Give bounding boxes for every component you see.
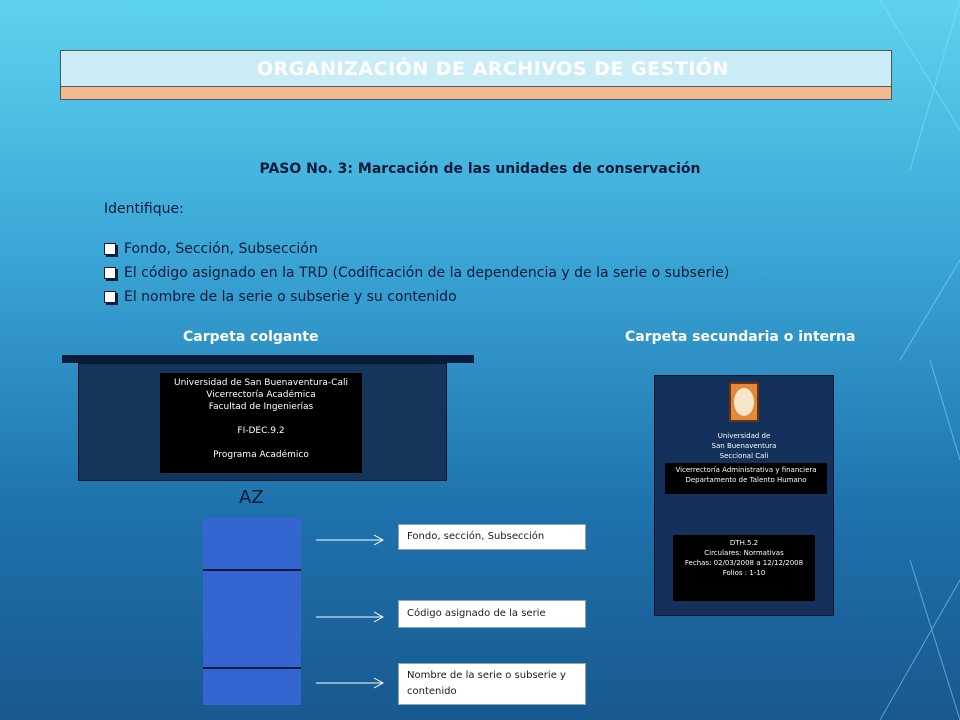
az-binder-spine-middle bbox=[203, 571, 301, 668]
arrow-right-icon bbox=[316, 676, 386, 690]
callout-codigo: Código asignado de la serie bbox=[398, 600, 586, 628]
inner-folder-department: Vicerrectoría Administrativa y financiera Departamento de Talento Humano bbox=[665, 463, 827, 494]
tag-line: Programa Académico bbox=[213, 450, 309, 460]
az-binder-spine-top bbox=[203, 518, 301, 570]
az-binder-spine-bottom bbox=[203, 669, 301, 705]
callout-fondo: Fondo, sección, Subsección bbox=[398, 524, 586, 550]
list-item: El nombre de la serie o subserie y su contenido bbox=[104, 285, 729, 309]
checkbox-bullet-icon bbox=[104, 291, 116, 303]
title-accent-strip bbox=[61, 86, 891, 99]
list-item: El código asignado en la TRD (Codificación de la dependencia y de la serie o subserie) bbox=[104, 261, 729, 285]
callout-nombre: Nombre de la serie o subserie y contenido bbox=[398, 663, 586, 705]
checkbox-bullet-icon bbox=[104, 243, 116, 255]
arrow-right-icon bbox=[316, 610, 386, 624]
hanging-folder-label: Carpeta colgante bbox=[183, 329, 319, 345]
identify-list bbox=[104, 237, 729, 309]
az-label: AZ bbox=[239, 487, 264, 508]
university-seal-icon bbox=[729, 382, 759, 422]
tag-line: Facultad de Ingenierías bbox=[208, 402, 314, 412]
hanging-folder-rail bbox=[62, 355, 474, 363]
tag-line: Vicerrectoría Académica bbox=[206, 390, 316, 400]
inner-folder-label: Carpeta secundaria o interna bbox=[625, 329, 856, 345]
inner-folder-university: Universidad de San Buenaventura Seccional Cali bbox=[711, 432, 777, 460]
identify-label: Identifique: bbox=[104, 201, 184, 217]
checkbox-bullet-icon bbox=[104, 267, 116, 279]
page-title: ORGANIZACIÓN DE ARCHIVOS DE GESTIÓN bbox=[257, 58, 729, 80]
tag-line: FI-DEC.9.2 bbox=[237, 426, 285, 436]
title-banner bbox=[60, 50, 892, 100]
inner-folder-record: DTH.5.2 Circulares: Normativas Fechas: 02/03/2008 a 12/12/2008 Folios : 1-10 bbox=[673, 535, 815, 601]
list-item: Fondo, Sección, Subsección bbox=[104, 237, 729, 261]
hanging-folder-tag bbox=[160, 373, 362, 473]
arrow-right-icon bbox=[316, 533, 386, 547]
tag-line: Universidad de San Buenaventura-Cali bbox=[174, 378, 348, 388]
step-heading: PASO No. 3: Marcación de las unidades de conservación bbox=[259, 161, 701, 177]
